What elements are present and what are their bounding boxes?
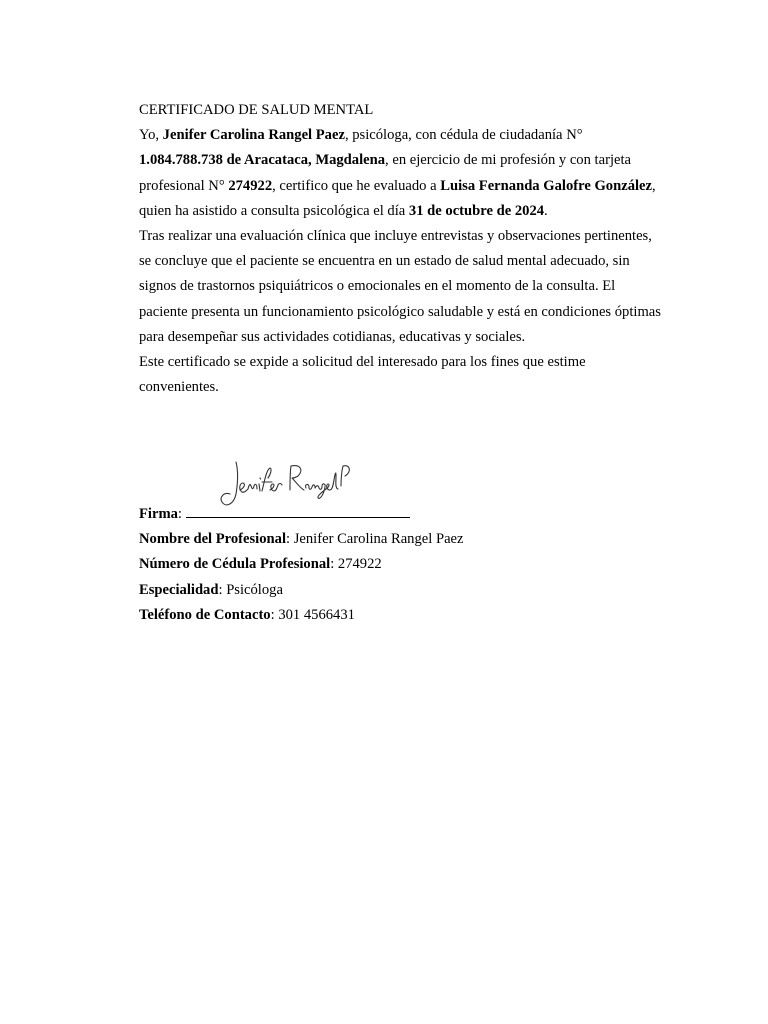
text-segment: , certifico que he evaluado a [272, 177, 441, 194]
professional-id-row [139, 552, 661, 577]
text-segment: Yo, [139, 127, 163, 144]
psychologist-name: Jenifer Carolina Rangel Paez [162, 127, 345, 144]
text-segment: , en ejercicio de mi profesión y con tarjeta profesional N° [139, 152, 632, 194]
professional-id-label: Número de Cédula Profesional [139, 556, 331, 573]
signature-line [186, 501, 410, 518]
signature-row [139, 501, 661, 527]
professional-name-row [139, 527, 661, 552]
professional-id-value: 274922 [337, 556, 382, 573]
certificate-paragraph-2: Tras realizar una evaluación clínica que incluye entrevistas y observaciones pertinentes, se concluye que el paciente se encuentra en un estado de salud mental adecuado, sin signos de trastornos psiquiátricos o emocionales en el momento de la consulta. El paciente presenta un funcionamiento psicológico saludable y está en condiciones óptimas para desempeñar sus actividades cotidianas, educativas y sociales. [139, 228, 661, 345]
consultation-date: 31 de octubre de 2024 [408, 202, 545, 219]
separator: : [270, 606, 279, 623]
phone-label: Teléfono de Contacto [139, 606, 271, 623]
text-segment: , quien ha asistido a consulta psicológica el día [139, 177, 656, 219]
separator: : [177, 506, 182, 522]
certificate-title: CERTIFICADO DE SALUD MENTAL [139, 102, 374, 118]
text-segment: . [544, 202, 548, 219]
specialty-value: Psicóloga [226, 581, 283, 598]
professional-name-label: Nombre del Profesional [139, 531, 287, 548]
separator: : [330, 556, 338, 573]
phone-value: 301 4566431 [278, 606, 355, 623]
specialty-row [139, 578, 661, 603]
citizen-id: 1.084.788.738 de Aracataca, Magdalena [139, 152, 386, 169]
professional-info [139, 501, 661, 628]
separator: : [218, 581, 227, 598]
professional-card-number: 274922 [228, 177, 273, 194]
text-segment: , psicóloga, con cédula de ciudadanía N° [344, 127, 583, 144]
patient-name: Luisa Fernanda Galofre González [440, 177, 653, 194]
signature-label: Firma [139, 506, 178, 522]
professional-name-value: Jenifer Carolina Rangel Paez [293, 531, 464, 548]
certificate-body [139, 98, 661, 400]
certificate-paragraph-3: Este certificado se expide a solicitud del interesado para los fines que estime convenientes. [139, 354, 586, 396]
separator: : [286, 531, 294, 548]
certificate-paragraph-1 [139, 123, 661, 224]
specialty-label: Especialidad [139, 581, 219, 598]
phone-row [139, 603, 661, 628]
